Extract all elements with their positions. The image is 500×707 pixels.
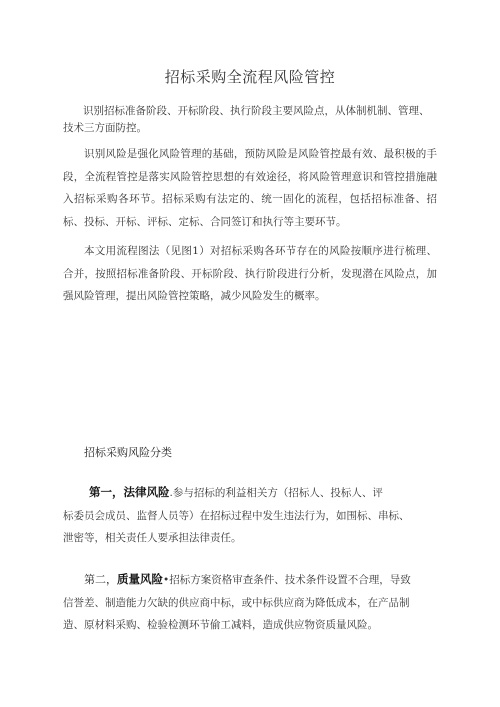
abstract: 识别招标准备阶段、开标阶段、执行阶段主要风险点，从体制机制、管理、技术三方面防控。 bbox=[63, 105, 430, 134]
risk-item-line: 标委员会成员、监督人员等）在招标过程中发生违法行为，如围标、串标、 bbox=[63, 509, 410, 522]
risk-item-prefix: 第一 bbox=[89, 485, 112, 499]
risk-item-term: 质量风险 bbox=[117, 572, 163, 586]
risk-item-line bbox=[63, 568, 439, 592]
risk-item-text: .参与招标的利益相关方（招标人、投标人、评 bbox=[169, 487, 383, 499]
risk-item-separator: ， bbox=[106, 573, 117, 586]
risk-item-line: 泄密等，相关责任人要承担法律责任。 bbox=[63, 532, 242, 544]
risk-item-term: 法律风险 bbox=[123, 485, 170, 499]
risk-item-prefix: 第二 bbox=[84, 573, 106, 586]
body-paragraph-2: 本文用流程图法（见图1）对招标采购各环节存在的风险按顺序进行梳理、合并，按照招标准备阶段、开标阶段、执行阶段进行分析，发现潜在风险点，加强风险管理，提出风险管控策略，减少风险发生的概率。 bbox=[63, 245, 437, 302]
risk-item-line bbox=[63, 481, 439, 505]
risk-item-line: 造、原材料采购、检验检测环节偷工减料，造成供应物资质量风险。 bbox=[63, 619, 378, 631]
section-heading: 招标采购风险分类 bbox=[84, 446, 172, 459]
body-paragraph-1: 识别风险是强化风险管理的基础，预防风险是风险管控最有效、最积极的手段，全流程管控是落实风险管控思想的有效途径，将风险管理意识和管控措施融入招标采购各环节。招标采购有法定的、统一固化的流程，包括招标准备、招标、投标、开标、评标、定标、合同签订和执行等主要环节。 bbox=[63, 148, 437, 228]
risk-item-line: 信誉差、制造能力欠缺的供应商中标，或中标供应商为降低成本，在产品制 bbox=[63, 596, 410, 609]
document-title: 招标采购全流程风险管控 bbox=[164, 68, 336, 86]
risk-item-separator: ， bbox=[112, 485, 124, 499]
risk-item-legal bbox=[63, 481, 439, 550]
risk-item-quality bbox=[63, 568, 439, 637]
risk-item-text: •招标方案资格审查条件、技术条件设置不合理，导致 bbox=[163, 574, 411, 586]
